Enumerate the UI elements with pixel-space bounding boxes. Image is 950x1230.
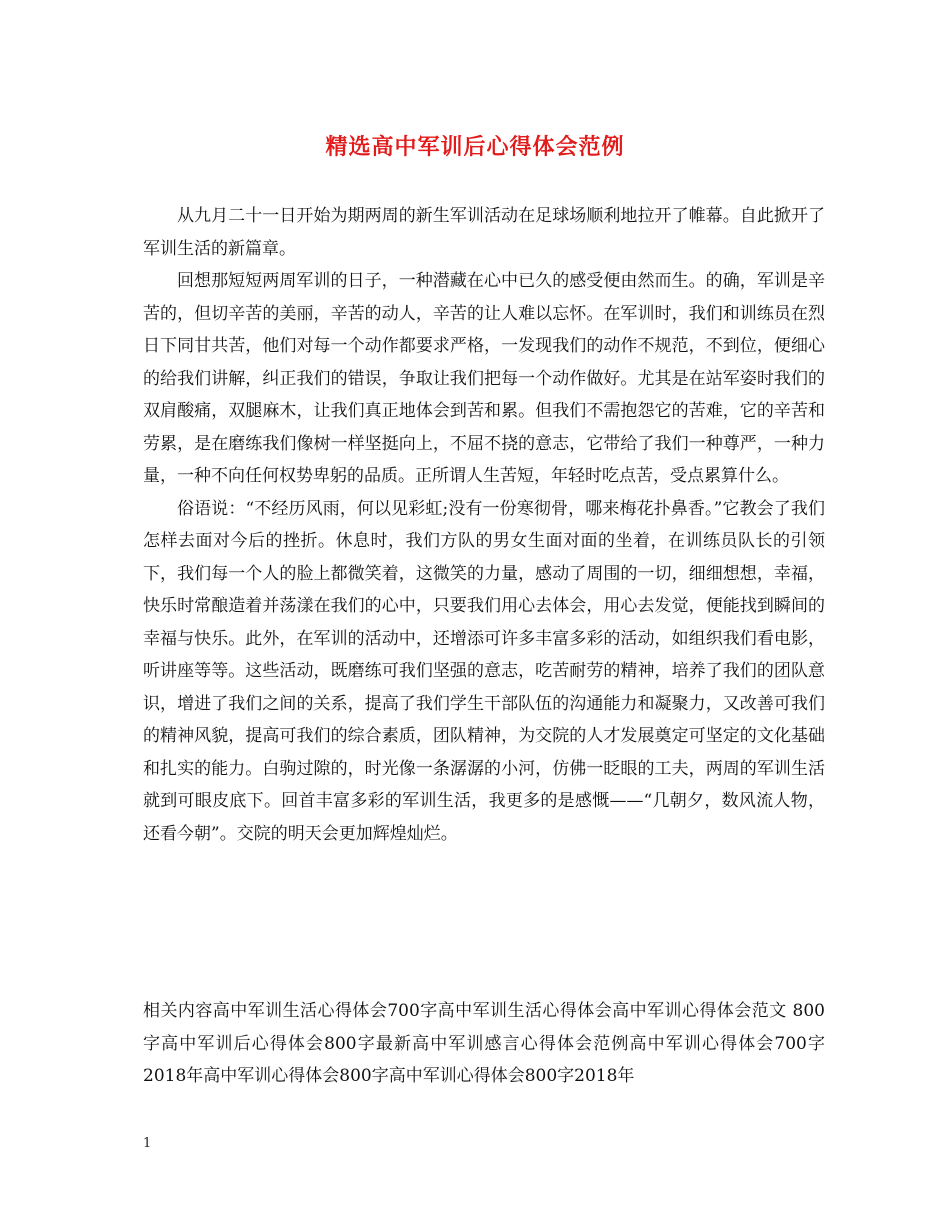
- document-body: [143, 200, 825, 850]
- document-title: 精选高中军训后心得体会范例: [325, 134, 625, 160]
- paragraph: 回想那短短两周军训的日子，一种潜藏在心中已久的感受便由然而生。的确，军训是辛苦的，但切辛苦的美丽，辛苦的动人，辛苦的让人难以忘怀。在军训时，我们和训练员在烈日下同甘共苦，他们对每一个动作都要求严格，一发现我们的动作不规范，不到位，便细心的给我们讲解，纠正我们的错误，争取让我们把每一个动作做好。尤其是在站军姿时我们的双肩酸痛，双腿麻木，让我们真正地体会到苦和累。但我们不需抱怨它的苦难，它的辛苦和劳累，是在磨练我们像树一样坚挺向上，不屈不挠的意志，它带给了我们一种尊严，一种力量，一种不向任何权势卑躬的品质。正所谓人生苦短，年轻时吃点苦，受点累算什么。: [143, 271, 825, 486]
- related-text: 相关内容高中军训生活心得体会700字高中军训生活心得体会高中军训心得体会范文 800字高中军训后心得体会800字最新高中军训感言心得体会范例高中军训心得体会700字2018年高中军训心得体会800字高中军训心得体会800字2018年: [143, 1001, 825, 1086]
- paragraph: 俗语说：“不经历风雨，何以见彩虹;没有一份寒彻骨，哪来梅花扑鼻香。”它教会了我们怎样去面对今后的挫折。休息时，我们方队的男女生面对面的坐着，在训练员队长的引领下，我们每一个人的脸上都微笑着，这微笑的力量，感动了周围的一切，细细想想，幸福，快乐时常酿造着并荡漾在我们的心中，只要我们用心去体会，用心去发觉，便能找到瞬间的幸福与快乐。此外，在军训的活动中，还增添可许多丰富多彩的活动，如组织我们看电影，听讲座等等。这些活动，既磨练可我们坚强的意志，吃苦耐劳的精神，培养了我们的团队意识，增进了我们之间的关系，提高了我们学生干部队伍的沟通能力和凝聚力，又改善可我们的精神风貌，提高可我们的综合素质，团队精神，为交院的人才发展奠定可坚定的文化基础和扎实的能力。白驹过隙的，时光像一条潺潺的小河，仿佛一眨眼的工夫，两周的军训生活就到可眼皮底下。回首丰富多彩的军训生活，我更多的是感慨——“几朝夕，数风流人物，还看今朝”。交院的明天会更加辉煌灿烂。: [143, 498, 825, 844]
- page-number: 1: [143, 1136, 152, 1151]
- related-content: [143, 995, 825, 1093]
- paragraph: 从九月二十一日开始为期两周的新生军训活动在足球场顺利地拉开了帷幕。自此掀开了军训生活的新篇章。: [143, 206, 825, 259]
